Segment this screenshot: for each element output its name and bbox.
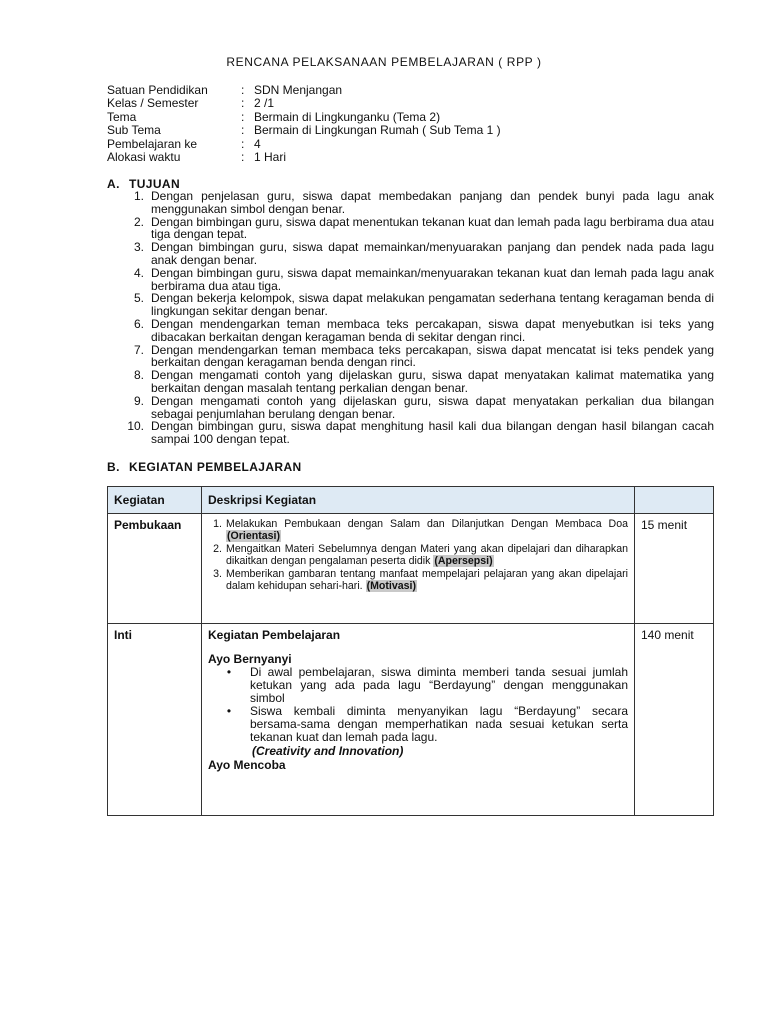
bullet-icon: • [226, 704, 232, 718]
identity-key: Tema [107, 109, 137, 124]
list-item [107, 318, 714, 344]
tujuan-list [107, 190, 714, 446]
item-text: Dengan mengamati contoh yang dijelaskan guru, siswa dapat menyatakan kalimat matematika yang berkaitan dengan masalah tentang perkalian dengan benar. [151, 368, 714, 395]
identity-value: 4 [254, 136, 261, 151]
list-item [107, 369, 714, 395]
stage-tag: (Orientasi) [227, 530, 280, 542]
stage-tag: (Apersepsi) [434, 555, 493, 567]
activity-heading: Ayo Mencoba [208, 758, 286, 772]
activity-heading: Ayo Bernyanyi [208, 652, 292, 666]
item-text: Memberikan gambaran tentang manfaat mempelajari pelajaran yang akan dipelajari dalam kehidupan sehari-hari. [226, 568, 628, 592]
item-text: Dengan mendengarkan teman membaca teks percakapan, siswa dapat menyebutkan isi teks yang dibacakan berkaitan dengan keragaman benda di sekitar dengan rinci. [151, 316, 714, 344]
list-item [107, 190, 714, 216]
list-item [208, 518, 628, 542]
identity-value: Bermain di Lingkunganku (Tema 2) [254, 109, 441, 124]
list-item [208, 568, 628, 592]
bullet-icon: • [226, 665, 232, 679]
item-text: Dengan bekerja kelompok, siswa dapat melakukan pengamatan sederhana tentang keragaman benda di lingkungan sekitar dengan benar. [151, 291, 714, 319]
item-number: 10. [127, 419, 144, 434]
table-header-row [108, 487, 714, 514]
identity-value: Bermain di Lingkungan Rumah ( Sub Tema 1 ) [254, 123, 501, 138]
row-time: 140 menit [635, 624, 714, 816]
item-number: 9. [133, 393, 144, 408]
kegiatan-table [107, 486, 714, 816]
item-text: Mengaitkan Materi Sebelumnya dengan Materi yang akan dipelajari dan diharapkan dikaitkan dengan pengalaman peserta didik [226, 543, 628, 567]
item-number: 1. [213, 518, 222, 530]
row-description [202, 624, 635, 816]
row-label: Inti [108, 624, 202, 816]
identity-row [107, 111, 501, 124]
item-text: Dengan penjelasan guru, siswa dapat membedakan panjang dan pendek bunyi pada lagu anak menggunakan simbol dengan benar. [151, 189, 714, 216]
identity-colon: : [241, 109, 245, 124]
item-text: Dengan bimbingan guru, siswa dapat menghitung hasil kali dua bilangan dengan hasil bilangan cacah sampai 100 dengan tepat. [151, 419, 714, 447]
table-row-inti [108, 624, 714, 816]
identity-key: Alokasi waktu [107, 150, 181, 165]
item-text: Melakukan Pembukaan dengan Salam dan Dilanjutkan Dengan Membaca Doa [226, 518, 628, 530]
identity-value: SDN Menjangan [254, 83, 343, 97]
pembukaan-steps [208, 518, 628, 592]
item-number: 2. [213, 543, 222, 555]
document-title: RENCANA PELAKSANAAN PEMBELAJARAN ( RPP ) [226, 55, 542, 69]
item-text-wrap [226, 543, 628, 567]
section-b-heading [107, 460, 302, 474]
item-number: 5. [133, 291, 144, 306]
item-text: Dengan bimbingan guru, siswa dapat memainkan/menyuarakan tekanan kuat dan lemah pada lagu anak berbirama dua atau tiga. [151, 265, 714, 293]
item-text: Dengan bimbingan guru, siswa dapat memainkan/menyuarakan panjang dan pendek nada pada lagu anak dengan benar. [151, 240, 714, 267]
list-item [107, 344, 714, 370]
identity-row [107, 97, 501, 110]
identity-row [107, 138, 501, 151]
item-text-wrap [226, 518, 628, 542]
inti-subheading: Kegiatan Pembelajaran [208, 628, 341, 642]
item-number: 2. [133, 214, 144, 229]
identity-key: Kelas / Semester [107, 96, 199, 111]
list-item [107, 420, 714, 446]
identity-colon: : [241, 123, 245, 138]
header-deskripsi: Deskripsi Kegiatan [202, 487, 635, 514]
item-number: 8. [133, 368, 144, 383]
identity-key: Sub Tema [107, 123, 161, 138]
spacer [208, 642, 628, 652]
item-text-wrap [226, 568, 628, 592]
section-letter: A. [107, 177, 120, 191]
identity-colon: : [241, 96, 245, 111]
item-text: Dengan mengamati contoh yang dijelaskan guru, siswa dapat menyatakan perkalian dua bilangan sebagai penjumlahan berulang dengan benar. [151, 393, 714, 421]
item-number: 1. [133, 189, 144, 203]
row-label: Pembukaan [108, 514, 202, 624]
header-kegiatan: Kegiatan [108, 487, 202, 514]
section-letter: B. [107, 460, 120, 474]
identity-key: Pembelajaran ke [107, 136, 198, 151]
identity-row [107, 151, 501, 164]
item-number: 6. [133, 316, 144, 331]
table-row-pembukaan [108, 514, 714, 624]
item-text: Siswa kembali diminta menyanyikan lagu “Berdayung” secara bersama-sama dengan memperhatikan nada sesuai ketukan serta tekanan kuat dan lemah pada lagu. [250, 704, 628, 744]
item-text: Dengan bimbingan guru, siswa dapat menentukan tekanan kuat dan lemah pada lagu berbirama dua atau tiga dengan tepat. [151, 214, 714, 242]
identity-value: 1 Hari [254, 150, 287, 165]
row-time: 15 menit [635, 514, 714, 624]
identity-row [107, 84, 501, 97]
list-item [208, 666, 628, 705]
identity-colon: : [241, 150, 245, 165]
list-item [107, 267, 714, 293]
header-waktu [635, 487, 714, 514]
list-item [107, 292, 714, 318]
section-title: KEGIATAN PEMBELAJARAN [129, 460, 302, 474]
list-item [107, 216, 714, 242]
list-item [107, 241, 714, 267]
section-title: TUJUAN [129, 177, 181, 191]
item-number: 3. [213, 568, 222, 580]
identity-value: 2 /1 [254, 96, 275, 111]
skill-note: (Creativity and Innovation) [252, 744, 404, 758]
list-item [208, 543, 628, 567]
identity-colon: : [241, 83, 245, 97]
identity-row [107, 124, 501, 137]
item-text: Dengan mendengarkan teman membaca teks percakapan, siswa dapat mencatat isi teks pendek yang berkaitan dengan keragaman benda dengan rinci. [151, 342, 714, 370]
item-number: 4. [133, 265, 144, 280]
list-item [107, 395, 714, 421]
item-text: Di awal pembelajaran, siswa diminta memberi tanda sesuai jumlah ketukan yang ada pada lagu “Berdayung” dengan menggunakan simbol [250, 665, 628, 705]
identity-key: Satuan Pendidikan [107, 83, 208, 97]
stage-tag: (Motivasi) [366, 580, 417, 592]
activity-bullets [208, 666, 628, 744]
list-item [208, 705, 628, 744]
identity-block [107, 84, 501, 164]
item-number: 7. [133, 342, 144, 357]
row-description [202, 514, 635, 624]
item-number: 3. [133, 240, 144, 255]
identity-colon: : [241, 136, 245, 151]
